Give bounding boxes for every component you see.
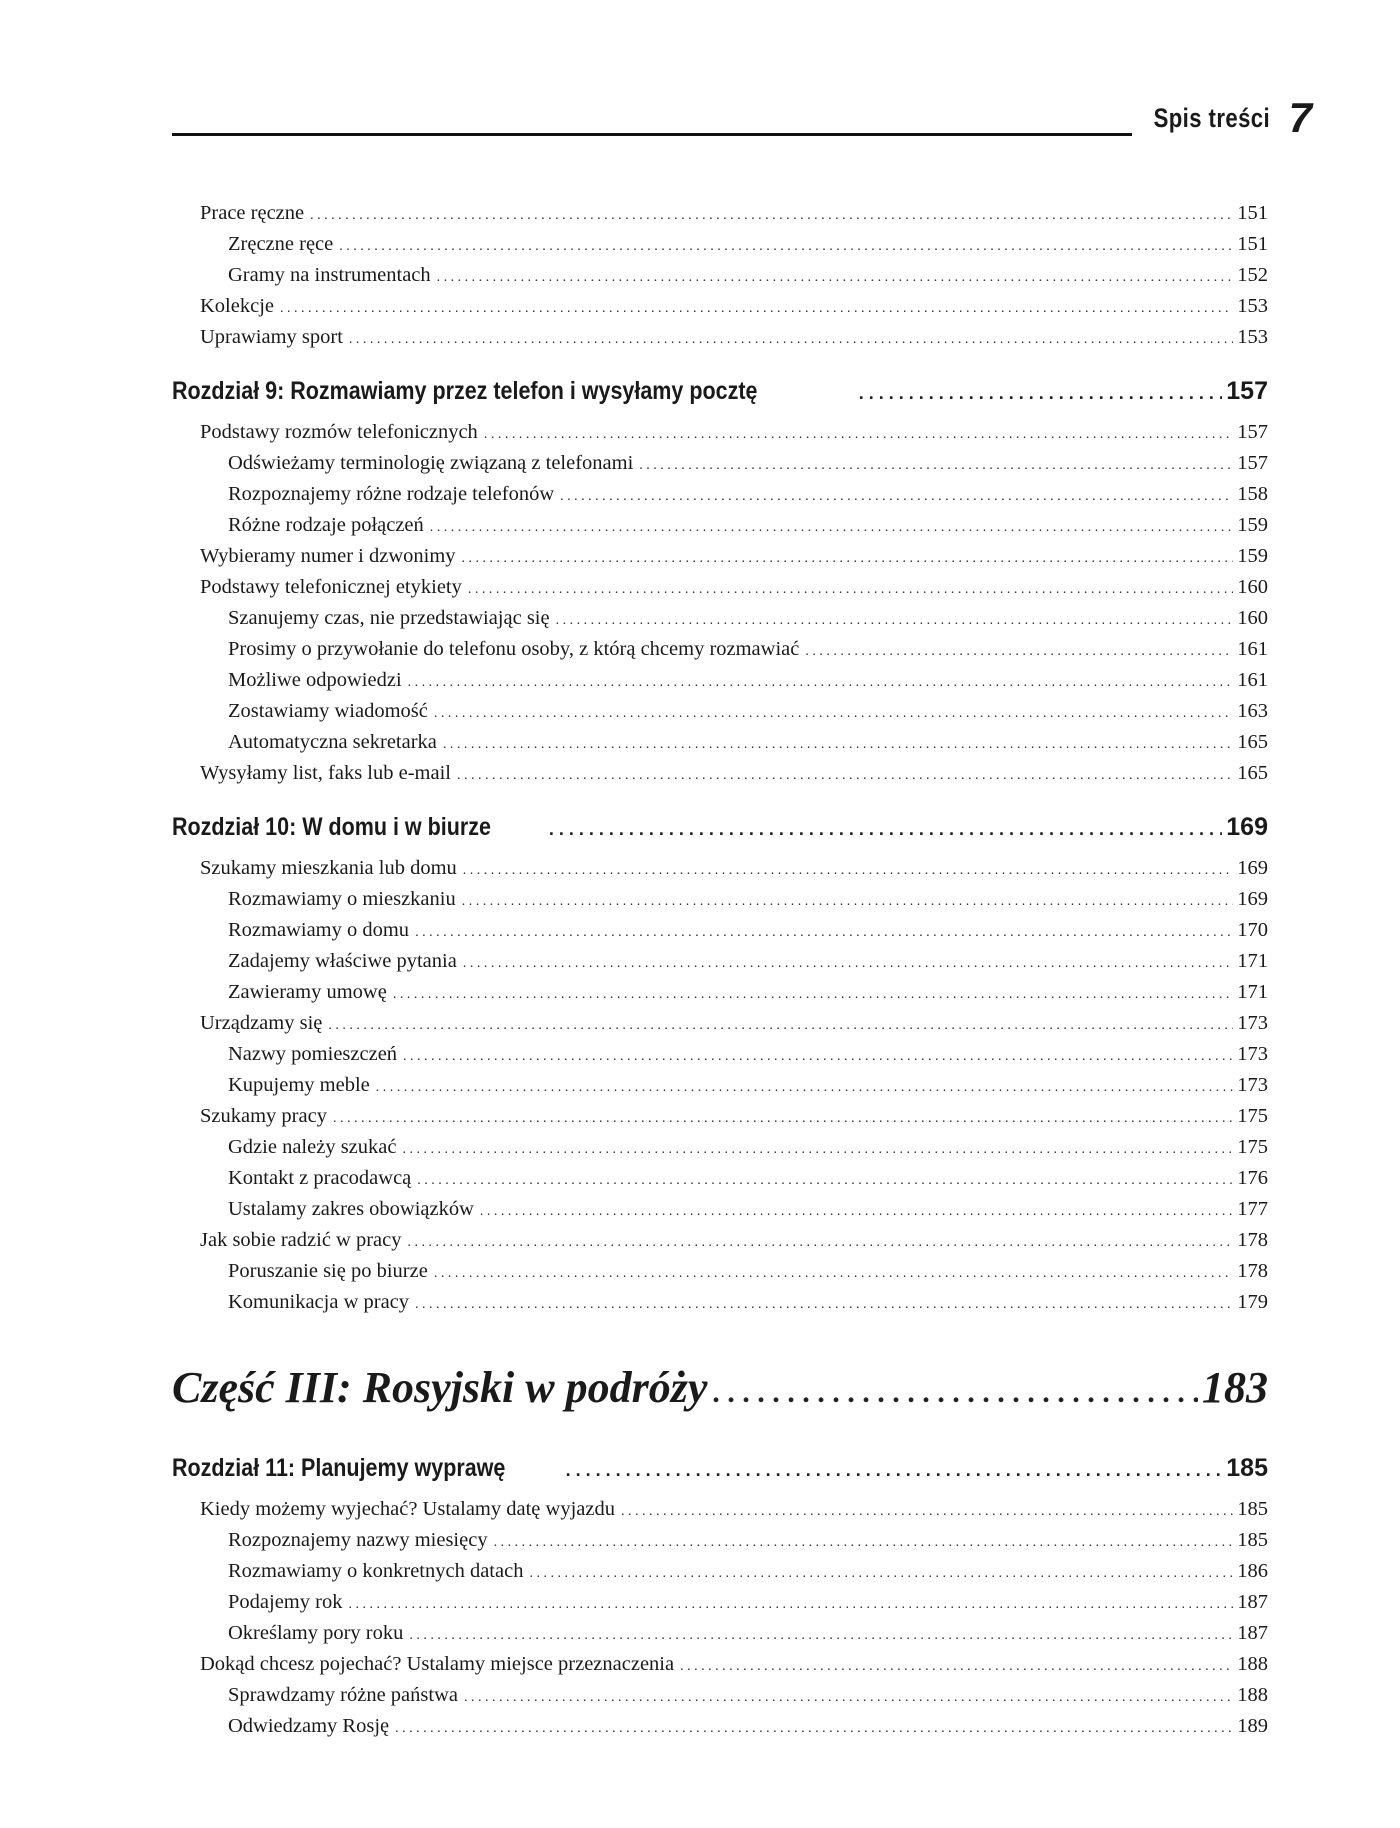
- page-header: [172, 96, 1312, 144]
- toc-entry-page: 178: [1237, 1229, 1268, 1251]
- toc-entry-part: [172, 1346, 1268, 1430]
- toc-entry-label: Wysyłamy list, faks lub e-mail: [200, 762, 451, 784]
- toc-entry-label: Określamy pory roku: [228, 1622, 404, 1644]
- toc-entry-page: 169: [1237, 888, 1268, 910]
- toc-entry-sec: [172, 572, 1268, 603]
- toc-entry-page: 157: [1237, 421, 1268, 443]
- dot-leader: [310, 198, 1233, 231]
- toc-entry-sec: [172, 198, 1268, 229]
- toc-entry-page: 161: [1237, 638, 1268, 660]
- toc-entry-sub: [172, 1680, 1268, 1711]
- dot-leader: [566, 1442, 1223, 1496]
- toc-entry-page: 185: [1237, 1529, 1268, 1551]
- toc-entry-page: 188: [1237, 1684, 1268, 1706]
- toc-entry-label: Sprawdzamy różne państwa: [228, 1684, 458, 1706]
- dot-leader: [430, 510, 1233, 543]
- running-title: Spis treści: [1153, 103, 1270, 133]
- dot-leader: [680, 1649, 1233, 1682]
- toc-entry-page: 189: [1237, 1715, 1268, 1737]
- dot-leader: [417, 1163, 1233, 1196]
- toc-entry-sub: [172, 977, 1268, 1008]
- toc-entry-label: Odwiedzamy Rosję: [228, 1715, 390, 1737]
- toc-entry-page: 185: [1237, 1498, 1268, 1520]
- toc-entry-page: 153: [1237, 295, 1268, 317]
- toc-entry-page: 179: [1237, 1291, 1268, 1313]
- toc-entry-label: Gdzie należy szukać: [228, 1136, 397, 1158]
- toc-entry-sec: [172, 1494, 1268, 1525]
- toc-entry-label: Kiedy możemy wyjechać? Ustalamy datę wyjazdu: [200, 1498, 615, 1520]
- toc-entry-label: Rozpoznajemy nazwy miesięcy: [228, 1529, 488, 1551]
- toc-entry-label: Zostawiamy wiadomość: [228, 700, 428, 722]
- table-of-contents: [172, 198, 1268, 1742]
- toc-entry-sec: [172, 541, 1268, 572]
- dot-leader: [434, 696, 1233, 729]
- toc-entry-page: 158: [1237, 483, 1268, 505]
- dot-leader: [339, 229, 1233, 262]
- toc-entry-page: 173: [1237, 1012, 1268, 1034]
- toc-entry-sub: [172, 727, 1268, 758]
- toc-entry-sec: [172, 758, 1268, 789]
- header-rule: [172, 133, 1132, 136]
- toc-entry-label: Podajemy rok: [228, 1591, 343, 1613]
- dot-leader: [713, 1346, 1198, 1435]
- toc-entry-page: 165: [1237, 762, 1268, 784]
- toc-entry-label: Rozmawiamy o konkretnych datach: [228, 1560, 524, 1582]
- toc-entry-page: 185: [1226, 1454, 1268, 1482]
- toc-entry-label: Odświeżamy terminologię związaną z telefonami: [228, 452, 634, 474]
- toc-entry-label: Uprawiamy sport: [200, 326, 343, 348]
- toc-entry-sec: [172, 1649, 1268, 1680]
- dot-leader: [393, 977, 1233, 1010]
- toc-entry-page: 175: [1237, 1105, 1268, 1127]
- toc-entry-sub: [172, 1039, 1268, 1070]
- dot-leader: [464, 1680, 1233, 1713]
- toc-entry-sub: [172, 1287, 1268, 1318]
- dot-leader: [556, 603, 1234, 636]
- toc-entry-label: Gramy na instrumentach: [228, 264, 431, 286]
- toc-entry-sub: [172, 1256, 1268, 1287]
- toc-entry-label: Wybieramy numer i dzwonimy: [200, 545, 456, 567]
- toc-entry-label: Możliwe odpowiedzi: [228, 669, 402, 691]
- toc-entry-label: Urządzamy się: [200, 1012, 323, 1034]
- toc-entry-label: Poruszanie się po biurze: [228, 1260, 428, 1282]
- toc-entry-page: 188: [1237, 1653, 1268, 1675]
- toc-entry-label: Podstawy rozmów telefonicznych: [200, 421, 478, 443]
- dot-leader: [349, 322, 1233, 355]
- dot-leader: [560, 479, 1233, 512]
- toc-entry-page: 187: [1237, 1622, 1268, 1644]
- toc-entry-label: Dokąd chcesz pojechać? Ustalamy miejsce przeznaczenia: [200, 1653, 675, 1675]
- toc-entry-sub: [172, 229, 1268, 260]
- toc-entry-sub: [172, 260, 1268, 291]
- toc-entry-sub: [172, 696, 1268, 727]
- toc-entry-label: Zadajemy właściwe pytania: [228, 950, 457, 972]
- toc-entry-page: 157: [1226, 377, 1268, 405]
- dot-leader: [408, 1225, 1234, 1258]
- toc-entry-page: 173: [1237, 1074, 1268, 1096]
- toc-entry-label: Nazwy pomieszczeń: [228, 1043, 398, 1065]
- toc-entry-label: Jak sobie radzić w pracy: [200, 1229, 402, 1251]
- toc-entry-sub: [172, 634, 1268, 665]
- toc-entry-label: Kupujemy meble: [228, 1074, 370, 1096]
- toc-entry-sub: [172, 1070, 1268, 1101]
- toc-entry-page: 173: [1237, 1043, 1268, 1065]
- toc-entry-chapter: [172, 1442, 1268, 1494]
- toc-entry-sub: [172, 448, 1268, 479]
- toc-entry-page: 186: [1237, 1560, 1268, 1582]
- toc-entry-page: 160: [1237, 607, 1268, 629]
- toc-entry-page: 178: [1237, 1260, 1268, 1282]
- toc-entry-sec: [172, 1101, 1268, 1132]
- toc-entry-label: Kolekcje: [200, 295, 274, 317]
- dot-leader: [437, 260, 1234, 293]
- toc-entry-page: 175: [1237, 1136, 1268, 1158]
- page-number: 7: [1288, 94, 1312, 141]
- dot-leader: [859, 365, 1223, 419]
- toc-entry-sub: [172, 510, 1268, 541]
- toc-entry-sub: [172, 665, 1268, 696]
- dot-leader: [348, 1587, 1233, 1620]
- toc-entry-label: Różne rodzaje połączeń: [228, 514, 424, 536]
- toc-entry-page: 159: [1237, 545, 1268, 567]
- dot-leader: [333, 1101, 1233, 1134]
- toc-entry-label: Komunikacja w pracy: [228, 1291, 410, 1313]
- toc-entry-page: 157: [1237, 452, 1268, 474]
- toc-entry-page: 161: [1237, 669, 1268, 691]
- dot-leader: [463, 946, 1233, 979]
- dot-leader: [409, 1618, 1233, 1651]
- dot-leader: [639, 448, 1233, 481]
- dot-leader: [457, 758, 1233, 791]
- toc-entry-sub: [172, 946, 1268, 977]
- toc-entry-sub: [172, 1711, 1268, 1742]
- toc-entry-page: 171: [1237, 981, 1268, 1003]
- toc-entry-sub: [172, 1525, 1268, 1556]
- toc-entry-page: 169: [1237, 857, 1268, 879]
- toc-entry-label: Automatyczna sekretarka: [228, 731, 437, 753]
- dot-leader: [280, 291, 1233, 324]
- toc-entry-sub: [172, 1132, 1268, 1163]
- toc-entry-sec: [172, 291, 1268, 322]
- toc-entry-page: 165: [1237, 731, 1268, 753]
- toc-entry-page: 183: [1202, 1363, 1268, 1412]
- dot-leader: [395, 1711, 1233, 1744]
- toc-entry-page: 170: [1237, 919, 1268, 941]
- toc-entry-page: 177: [1237, 1198, 1268, 1220]
- toc-entry-label: Kontakt z pracodawcą: [228, 1167, 412, 1189]
- toc-entry-page: 169: [1226, 813, 1268, 841]
- toc-entry-sec: [172, 853, 1268, 884]
- toc-entry-page: 152: [1237, 264, 1268, 286]
- dot-leader: [403, 1039, 1233, 1072]
- dot-leader: [468, 572, 1233, 605]
- toc-entry-label: Szanujemy czas, nie przedstawiając się: [228, 607, 550, 629]
- toc-entry-label: Rozdział 11: Planujemy wyprawę: [172, 1454, 506, 1482]
- toc-entry-page: 159: [1237, 514, 1268, 536]
- toc-entry-sec: [172, 322, 1268, 353]
- toc-entry-page: 160: [1237, 576, 1268, 598]
- toc-entry-sub: [172, 1556, 1268, 1587]
- toc-entry-label: Szukamy pracy: [200, 1105, 327, 1127]
- dot-leader: [462, 884, 1234, 917]
- dot-leader: [805, 634, 1233, 667]
- toc-entry-sub: [172, 915, 1268, 946]
- dot-leader: [549, 801, 1222, 855]
- toc-entry-page: 176: [1237, 1167, 1268, 1189]
- toc-entry-label: Rozdział 10: W domu i w biurze: [172, 813, 491, 841]
- toc-entry-sub: [172, 1618, 1268, 1649]
- toc-entry-label: Rozdział 9: Rozmawiamy przez telefon i wysyłamy pocztę: [172, 377, 758, 405]
- dot-leader: [415, 915, 1233, 948]
- dot-leader: [408, 665, 1234, 698]
- toc-entry-sub: [172, 603, 1268, 634]
- dot-leader: [494, 1525, 1234, 1558]
- toc-entry-page: 171: [1237, 950, 1268, 972]
- toc-entry-label: Rozpoznajemy różne rodzaje telefonów: [228, 483, 555, 505]
- toc-entry-sub: [172, 1163, 1268, 1194]
- toc-entry-label: Zawieramy umowę: [228, 981, 387, 1003]
- toc-entry-page: 163: [1237, 700, 1268, 722]
- dot-leader: [328, 1008, 1233, 1041]
- toc-entry-sub: [172, 479, 1268, 510]
- toc-entry-label: Prosimy o przywołanie do telefonu osoby, z którą chcemy rozmawiać: [228, 638, 800, 660]
- toc-entry-page: 153: [1237, 326, 1268, 348]
- toc-entry-label: Szukamy mieszkania lub domu: [200, 857, 457, 879]
- toc-entry-label: Ustalamy zakres obowiązków: [228, 1198, 474, 1220]
- toc-entry-chapter: [172, 365, 1268, 417]
- dot-leader: [402, 1132, 1233, 1165]
- toc-entry-chapter: [172, 801, 1268, 853]
- dot-leader: [621, 1494, 1233, 1527]
- toc-entry-label: Część III: Rosyjski w podróży: [172, 1363, 708, 1412]
- toc-entry-label: Rozmawiamy o domu: [228, 919, 410, 941]
- toc-entry-sub: [172, 884, 1268, 915]
- toc-entry-sec: [172, 417, 1268, 448]
- toc-entry-label: Podstawy telefonicznej etykiety: [200, 576, 462, 598]
- toc-entry-sub: [172, 1587, 1268, 1618]
- dot-leader: [463, 853, 1233, 886]
- toc-entry-page: 151: [1237, 202, 1268, 224]
- toc-entry-page: 151: [1237, 233, 1268, 255]
- dot-leader: [484, 417, 1233, 450]
- toc-entry-label: Zręczne ręce: [228, 233, 334, 255]
- dot-leader: [443, 727, 1233, 760]
- toc-entry-page: 187: [1237, 1591, 1268, 1613]
- toc-entry-label: Rozmawiamy o mieszkaniu: [228, 888, 456, 910]
- toc-entry-sec: [172, 1008, 1268, 1039]
- toc-entry-sec: [172, 1225, 1268, 1256]
- toc-entry-label: Prace ręczne: [200, 202, 305, 224]
- dot-leader: [480, 1194, 1233, 1227]
- dot-leader: [415, 1287, 1233, 1320]
- dot-leader: [434, 1256, 1233, 1289]
- toc-entry-sub: [172, 1194, 1268, 1225]
- dot-leader: [376, 1070, 1233, 1103]
- dot-leader: [462, 541, 1234, 574]
- dot-leader: [529, 1556, 1233, 1589]
